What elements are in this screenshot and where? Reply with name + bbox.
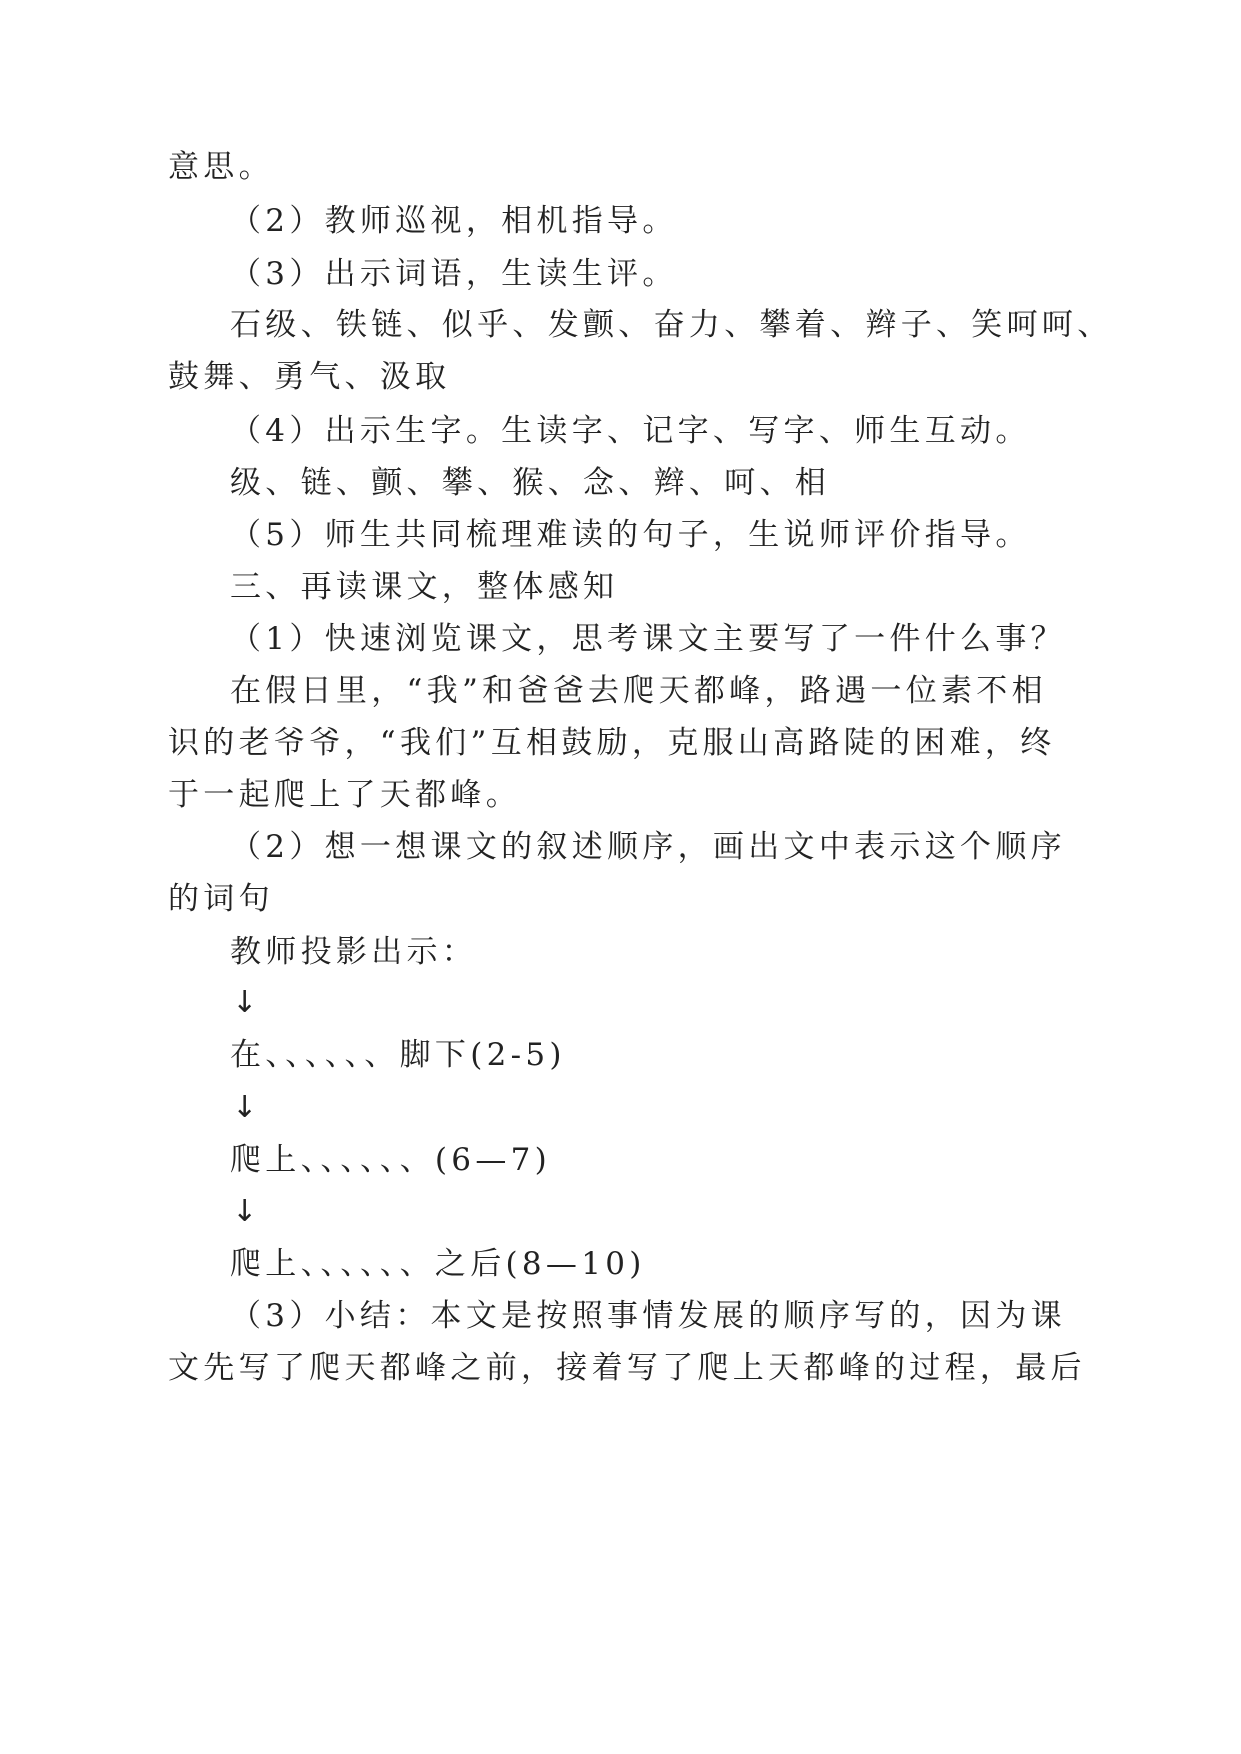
text-line-15: 的词句 bbox=[168, 881, 274, 917]
section-heading: 三、再读课文，整体感知 bbox=[230, 569, 619, 605]
text-line-11: 在假日里，“我”和爸爸去爬天都峰，路遇一位素不相 bbox=[230, 673, 1047, 709]
text-line-1: 意思。 bbox=[168, 149, 274, 185]
text-line-20: （3）小结：本文是按照事情发展的顺序写的，因为课 bbox=[230, 1298, 1066, 1334]
text-line-12: 识的老爷爷，“我们”互相鼓励，克服山高路陡的困难，终 bbox=[168, 725, 1056, 761]
down-arrow-icon: ↓ bbox=[232, 1090, 258, 1125]
text-line-4: 石级、铁链、似乎、发颤、奋力、攀着、辫子、笑呵呵、 bbox=[230, 307, 1113, 343]
text-line-21: 文先写了爬天都峰之前，接着写了爬上天都峰的过程，最后 bbox=[168, 1350, 1086, 1386]
sequence-step-3: 爬上、、、、、、之后(8—10) bbox=[230, 1246, 646, 1282]
sequence-step-2: 爬上、、、、、、(6—7) bbox=[230, 1142, 552, 1178]
text-line-5: 鼓舞、勇气、汲取 bbox=[168, 359, 451, 395]
text-line-10: （1）快速浏览课文，思考课文主要写了一件什么事？ bbox=[230, 621, 1066, 657]
text-line-16: 教师投影出示： bbox=[230, 934, 478, 970]
down-arrow-icon: ↓ bbox=[232, 985, 258, 1020]
text-line-14: （2）想一想课文的叙述顺序，画出文中表示这个顺序 bbox=[230, 829, 1066, 865]
text-line-6: （4）出示生字。生读字、记字、写字、师生互动。 bbox=[230, 413, 1031, 449]
text-line-13: 于一起爬上了天都峰。 bbox=[168, 777, 521, 813]
down-arrow-icon: ↓ bbox=[232, 1194, 258, 1229]
text-line-8: （5）师生共同梳理难读的句子，生说师评价指导。 bbox=[230, 517, 1031, 553]
text-line-7: 级、链、颤、攀、猴、念、辫、呵、相 bbox=[230, 465, 831, 501]
text-line-2: （2）教师巡视，相机指导。 bbox=[230, 203, 678, 239]
sequence-step-1: 在、、、、、、脚下(2-5) bbox=[230, 1037, 566, 1073]
text-line-3: （3）出示词语，生读生评。 bbox=[230, 256, 678, 292]
